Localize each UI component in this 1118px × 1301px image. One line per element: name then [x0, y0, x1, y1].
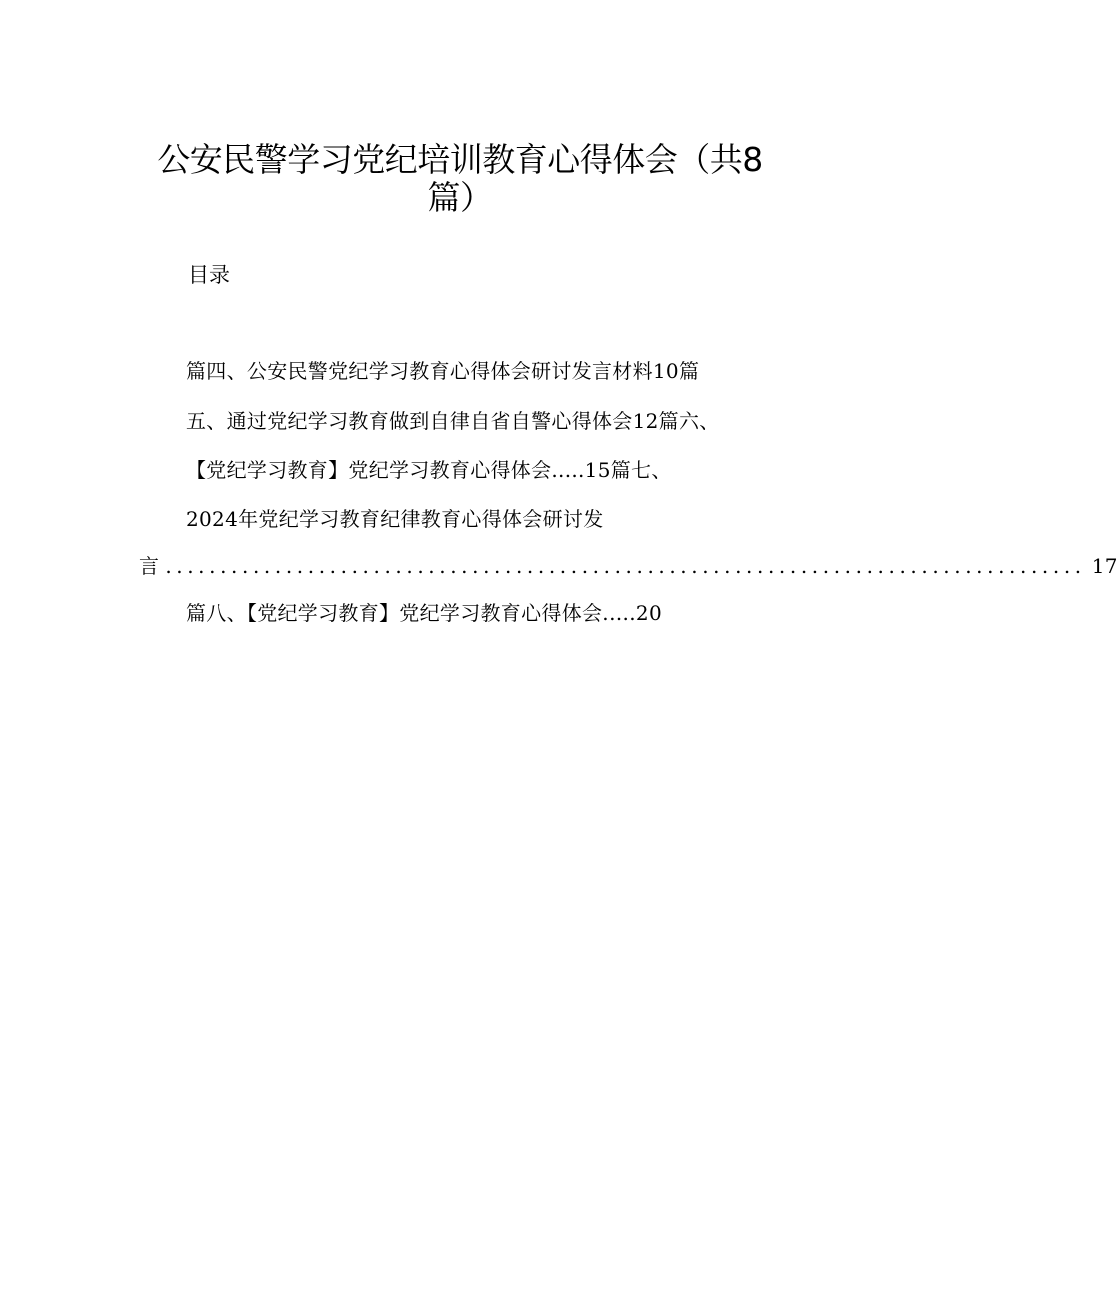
toc-line: 五、通过党纪学习教育做到自律自省自警心得体会12篇六、 [186, 409, 720, 433]
toc-page-number: 17 [1091, 554, 1118, 578]
toc-line: 【党纪学习教育】党纪学习教育心得体会.....15篇七、 [186, 458, 672, 482]
toc-line: 篇八、【党纪学习教育】党纪学习教育心得体会.….20 [186, 601, 662, 625]
toc-dot-leader: .................................................................................... [165, 554, 1086, 578]
toc-line: 篇四、公安民警党纪学习教育心得体会研讨发言材料10篇 [186, 359, 700, 383]
toc-entry-text: 言 [139, 554, 160, 578]
document-title-line-1: 公安民警学习党纪培训教育心得体会（共8 [157, 140, 763, 179]
toc-line: 2024年党纪学习教育纪律教育心得体会研讨发 [186, 507, 604, 531]
toc-entry-wrap-line [139, 551, 1118, 581]
document-title-line-2: 篇） [427, 178, 493, 217]
toc-heading: 目录 [188, 263, 230, 287]
